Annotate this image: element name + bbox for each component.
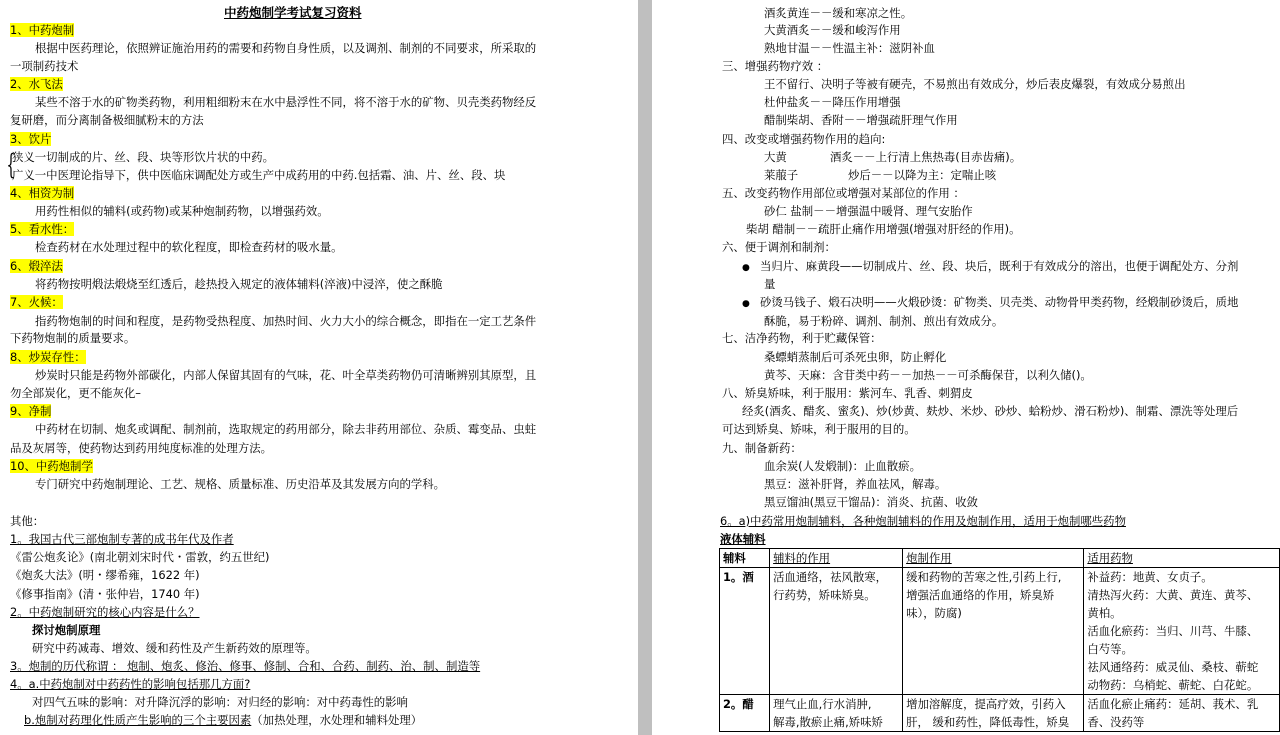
paragraph: 中药材在切制、炮炙或调配、制剂前，选取规定的药用部分，除去非药用部位、杂质、霉变品、虫蛀 <box>35 422 537 436</box>
paragraph: 炒炭时只能是药物外部碳化，内部人保留其固有的气味，花、叶全草类药物仍可清晰辨别其原型，且 <box>35 368 537 382</box>
paragraph: 经炙(酒炙、醋炙、蜜炙)、炒(炒黄、麸炒、米炒、砂炒、蛤粉炒、滑石粉炒)、制霜、漂洗等处理后 <box>742 404 1239 418</box>
paragraph: 一项制药技术 <box>10 59 79 73</box>
question-4a: 4。a.中药炮制对中药药性的影响包括那几方面? <box>10 677 251 691</box>
section-heading: 三、增强药物疗效 ： <box>722 59 829 73</box>
heading-1-text: 1、中药炮制 <box>10 23 75 37</box>
cell-line: 清热泻火药：大黄、黄连、黄芩、 <box>1087 588 1259 602</box>
bullet-item <box>742 293 1238 311</box>
paragraph: 王不留行、决明子等被有硬壳，不易煎出有效成分，炒后表皮爆裂，有效成分易煎出 <box>764 77 1186 91</box>
bullet-item <box>742 257 1238 275</box>
paragraph: 酒炙黄连－－缓和寒凉之性。 <box>764 6 913 20</box>
heading-9 <box>10 402 51 420</box>
section-heading: 五、改变药物作用部位或增强对某部位的作用 ： <box>722 186 965 200</box>
table-row <box>720 695 1280 732</box>
cell-line: 活血化瘀药：当归、川芎、牛膝、 <box>1087 624 1259 638</box>
header-cell: 炮制作用 <box>903 549 1084 568</box>
paragraph: 炒后－－以降为主：定喘止咳 <box>848 168 997 182</box>
paragraph: 黑豆：滋补肝肾，养血祛风，解毒。 <box>764 477 947 491</box>
paragraph: 桑螵蛸蒸制后可杀死虫卵，防止孵化 <box>764 350 947 364</box>
heading-10-text: 10、中药炮制学 <box>10 459 93 473</box>
table-cell <box>1084 568 1280 695</box>
paragraph: 酥脆，易于粉碎、调剂、制剂、煎出有效成分。 <box>764 314 1004 328</box>
paragraph: 专门研究中药炮制理论、工艺、规格、质量标准、历史沿革及其发展方向的学科。 <box>35 477 446 491</box>
cell-line: 理气止血,行水消肿, <box>773 697 872 711</box>
paragraph: 狭义一切制成的片、丝、段、块等形饮片状的中药。 <box>12 150 274 164</box>
list-item: 《修事指南》(清・张仲岩，1740 年) <box>10 587 200 601</box>
paragraph: 根据中医药理论，依照辨证施治用药的需要和药物自身性质，以及调剂、制剂的不同要求，所采取的 <box>35 41 537 55</box>
paragraph: 血余炭(人发煅制)：止血散瘀。 <box>764 459 921 473</box>
paragraph: 将药物按明煅法煅烧至红透后，趁热投入规定的液体辅料(淬液)中浸淬，使之酥脆 <box>35 277 443 291</box>
cell-line: 香、没药等 <box>1087 715 1145 729</box>
table-cell <box>903 695 1084 732</box>
question-4b-tail: （加热处理，水处理和辅料处理） <box>251 713 423 727</box>
paragraph: 大黄酒炙－－缓和峻泻作用 <box>764 23 901 37</box>
section-heading: 七、洁净药物，利于贮藏保管： <box>722 331 882 345</box>
heading-8-text: 8、炒炭存性： <box>10 350 86 364</box>
heading-5-text: 5、看水性： <box>10 222 75 236</box>
heading-7-text: 7、火候： <box>10 295 63 309</box>
paragraph: 黑豆馏油(黑豆干馏品)：消炎、抗菌、收敛 <box>764 495 978 509</box>
paragraph: 酒炙－－上行清上焦热毒(目赤齿痛)。 <box>830 150 1022 164</box>
cell-line: 缓和药物的苦寒之性,引药上行, <box>906 570 1062 584</box>
table-header-row <box>720 549 1280 568</box>
question-4b <box>24 711 422 729</box>
bullet-icon: ● <box>742 263 750 273</box>
paragraph: 某些不溶于水的矿物类药物，利用粗细粉末在水中悬浮性不同，将不溶于水的矿物、贝壳类药物经反 <box>35 95 537 109</box>
table-row <box>720 568 1280 695</box>
paragraph: 复研磨，而分离制备极细腻粉末的方法 <box>10 113 204 127</box>
heading-4-text: 4、相资为制 <box>10 186 75 200</box>
cell-line: 动物药：乌梢蛇、蕲蛇、白花蛇。 <box>1087 678 1259 692</box>
paragraph: 砂仁 盐制－－增强温中暖肾、理气安胎作 <box>764 204 973 218</box>
paragraph: 黄芩、天麻：含苷类中药－－加热－－可杀酶保苷，以利久储()。 <box>764 368 1092 382</box>
paragraph: 可达到矫臭、矫味，利于服用的目的。 <box>722 422 916 436</box>
question-2: 2。中药炮制研究的核心内容是什么？ <box>10 605 200 619</box>
paragraph: 莱菔子 <box>764 168 799 182</box>
heading-10 <box>10 457 93 475</box>
document-title: 中药炮制学考试复习资料 <box>224 5 362 20</box>
table-cell <box>770 695 903 732</box>
cell-line: 活血通络，祛风散寒， <box>773 570 888 584</box>
table-cell <box>770 568 903 695</box>
heading-6 <box>10 257 63 275</box>
table-cell: 1。酒 <box>720 568 770 695</box>
drug-table <box>719 548 1280 732</box>
question-1: 1。我国古代三部炮制专著的成书年代及作者 <box>10 532 234 546</box>
section-heading: 八、矫臭矫味，利于服用：紫河车、乳香、刺猬皮 <box>722 386 973 400</box>
heading-3 <box>10 130 51 148</box>
bullet-text: 砂烫马钱子、煅石决明——火煅砂烫：矿物类、贝壳类、动物骨甲类药物，经煅制砂烫后，质地 <box>760 295 1239 309</box>
cell-line: 增强活血通络的作用，矫臭矫 <box>906 588 1055 602</box>
cell-line: 味），防腐) <box>906 606 962 620</box>
heading-4 <box>10 184 74 202</box>
paragraph: 杜仲盐炙－－降压作用增强 <box>764 95 901 109</box>
cell-line: 白芍等。 <box>1087 642 1133 656</box>
heading-3-text: 3、饮片 <box>10 132 52 146</box>
other-heading: 其他： <box>10 514 45 528</box>
question-3: 3。炮制的历代称谓 ： 炮制、炮炙、修治、修事、修制、合和、合药、制药、治、制、制造等 <box>10 659 481 673</box>
left-page <box>0 0 638 735</box>
paragraph: 广义一中医理论指导下，供中医临床调配处方或生产中成药用的中药.包括霜、油、片、丝、段、块 <box>12 168 506 182</box>
cell-line: 解毒,散瘀止痛,矫味矫 <box>773 715 883 729</box>
heading-7 <box>10 293 63 311</box>
section-heading: 四、改变或增强药物作用的趋向: <box>722 132 886 146</box>
table-cell <box>1084 695 1280 732</box>
heading-8 <box>10 348 86 366</box>
table-caption: 液体辅料 <box>720 532 766 546</box>
section-heading: 九、制备新药： <box>722 441 802 455</box>
brace-icon: { <box>6 148 16 181</box>
paragraph: 下药物炮制的质量要求。 <box>10 331 136 345</box>
paragraph: 量 <box>764 277 776 291</box>
heading-2 <box>10 75 63 93</box>
heading-2-text: 2、水飞法 <box>10 77 63 91</box>
cell-line: 补益药：地黄、女贞子。 <box>1087 570 1213 584</box>
paragraph: 熟地甘温－－性温主补：滋阴补血 <box>764 41 935 55</box>
question-4b-text: b.炮制对药理化性质产生影响的三个主要因素 <box>24 713 252 727</box>
list-item: 《雷公炮炙论》(南北朝刘宋时代・雷敦，约五世纪) <box>10 550 270 564</box>
paragraph: 对四气五味的影响：对升降沉浮的影响：对归经的影响：对中药毒性的影响 <box>32 695 408 709</box>
table-cell: 2。醋 <box>720 695 770 732</box>
header-cell: 辅料 <box>720 549 770 568</box>
heading-6-text: 6、煅淬法 <box>10 259 63 273</box>
section-heading: 六、便于调剂和制剂： <box>722 240 836 254</box>
question-6: 6。a)中药常用炮制辅料，各种炮制辅料的作用及炮制作用，适用于炮制哪些药物 <box>720 514 1126 528</box>
cell-line: 祛风通络药：威灵仙、桑枝、蕲蛇 <box>1087 660 1259 674</box>
right-page <box>652 0 1280 735</box>
heading-9-text: 9、净制 <box>10 404 52 418</box>
paragraph: 大黄 <box>764 150 787 164</box>
paragraph: 醋制柴胡、香附－－增强疏肝理气作用 <box>764 113 958 127</box>
heading-1 <box>10 21 74 39</box>
list-item: 《炮炙大法》(明・缪希雍，1622 年) <box>10 568 200 582</box>
paragraph: 柴胡 醋制－－疏肝止痛作用增强(增强对肝经的作用)。 <box>746 222 1021 236</box>
cell-line: 增加溶解度，提高疗效，引药入 <box>906 697 1066 711</box>
cell-line: 黄柏。 <box>1087 606 1122 620</box>
paragraph: 品及灰屑等，使药物达到药用纯度标准的处理方法。 <box>10 441 272 455</box>
table-cell <box>903 568 1084 695</box>
paragraph: 检查药材在水处理过程中的软化程度，即检查药材的吸水量。 <box>35 240 343 254</box>
cell-line: 行药势，矫味矫臭。 <box>773 588 876 602</box>
header-cell: 辅料的作用 <box>770 549 903 568</box>
subheading: 探讨炮制原理 <box>32 623 101 637</box>
cell-line: 肝， 缓和药性，降低毒性，矫臭 <box>906 715 1070 729</box>
paragraph: 指药物炮制的时间和程度，是药物受热程度、加热时间、火力大小的综合概念，即指在一定工艺条件 <box>35 314 537 328</box>
paragraph: 勿全部炭化，更不能灰化– <box>10 386 141 400</box>
paragraph: 用药性相似的辅料(或药物)或某种炮制药物，以增强药效。 <box>35 204 329 218</box>
paragraph: 研究中药减毒、增效、缓和药性及产生新药效的原理等。 <box>32 641 317 655</box>
bullet-icon: ● <box>742 299 750 309</box>
heading-5 <box>10 220 74 238</box>
cell-line: 活血化瘀止痛药：延胡、莪术、乳 <box>1087 697 1259 711</box>
header-cell: 适用药物 <box>1084 549 1280 568</box>
bullet-text: 当归片、麻黄段——切制成片、丝、段、块后，既利于有效成分的溶出，也便于调配处方、分剂 <box>760 259 1239 273</box>
